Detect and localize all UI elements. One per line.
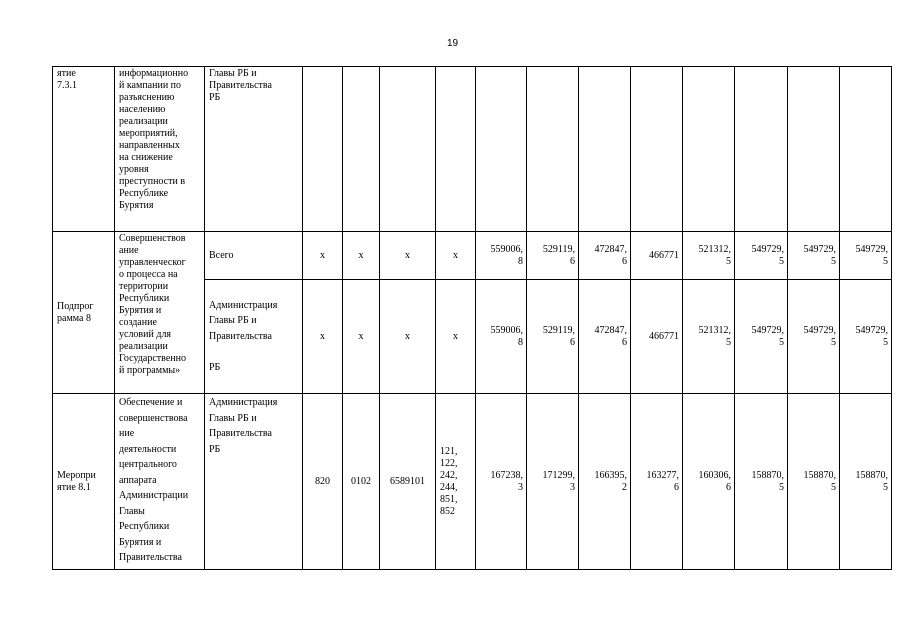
value-cell: 549729, 5 [788, 232, 840, 280]
empty-cell [683, 67, 735, 232]
code-cell: х [436, 280, 476, 394]
value-cell: 167238, 3 [476, 394, 527, 570]
executor-cell: Администрация Главы РБ и Правительства РБ [205, 394, 303, 570]
empty-cell [631, 67, 683, 232]
executor-cell: Администрация Главы РБ и Правительства РБ [205, 280, 303, 394]
empty-cell [840, 67, 892, 232]
empty-cell [476, 67, 527, 232]
code-cell: 820 [303, 394, 343, 570]
value-cell: 521312, 5 [683, 280, 735, 394]
value-cell: 472847, 6 [579, 280, 631, 394]
empty-cell [735, 67, 788, 232]
value-cell: 472847, 6 [579, 232, 631, 280]
value-cell: 160306, 6 [683, 394, 735, 570]
program-name-cell: Совершенствов ание управленческог о процесса на территории Республики Бурятия и создание условий для реализации Государственно й программы» [115, 232, 205, 394]
program-name-cell: информационно й кампании по разъяснению населению реализации мероприятий, направленных на снижение уровня преступности в Республике Бурятия [115, 67, 205, 232]
value-cell: 549729, 5 [840, 280, 892, 394]
code-cell: х [303, 280, 343, 394]
value-cell: 521312, 5 [683, 232, 735, 280]
table-row [53, 67, 892, 232]
program-code-cell: Подпрог рамма 8 [53, 232, 115, 394]
executor-cell: Главы РБ и Правительства РБ [205, 67, 303, 232]
program-name-cell: Обеспечение и совершенствова ние деятельности центрального аппарата Администрации Главы Республики Бурятия и Правительства [115, 394, 205, 570]
value-cell: 549729, 5 [788, 280, 840, 394]
code-cell: 0102 [343, 394, 380, 570]
value-cell: 171299, 3 [527, 394, 579, 570]
empty-cell [343, 67, 380, 232]
code-cell: 6589101 [380, 394, 436, 570]
value-cell: 158870, 5 [788, 394, 840, 570]
code-cell: х [436, 232, 476, 280]
value-cell: 559006, 8 [476, 232, 527, 280]
empty-cell [436, 67, 476, 232]
value-cell: 158870, 5 [840, 394, 892, 570]
table-row [53, 394, 892, 570]
executor-cell: Всего [205, 232, 303, 280]
page-number: 19 [446, 38, 459, 49]
value-cell: 549729, 5 [840, 232, 892, 280]
value-cell: 549729, 5 [735, 280, 788, 394]
budget-table [52, 66, 892, 570]
empty-cell [380, 67, 436, 232]
program-code-cell: ятие 7.3.1 [53, 67, 115, 232]
kvr-cell: 121, 122, 242, 244, 851, 852 [436, 394, 476, 570]
empty-cell [788, 67, 840, 232]
empty-cell [579, 67, 631, 232]
value-cell: 166395, 2 [579, 394, 631, 570]
value-cell: 466771 [631, 232, 683, 280]
code-cell: х [380, 232, 436, 280]
value-cell: 163277, 6 [631, 394, 683, 570]
value-cell: 559006, 8 [476, 280, 527, 394]
code-cell: х [343, 232, 380, 280]
table-row [53, 232, 892, 280]
value-cell: 158870, 5 [735, 394, 788, 570]
value-cell: 529119, 6 [527, 280, 579, 394]
code-cell: х [303, 232, 343, 280]
program-code-cell: Меропри ятие 8.1 [53, 394, 115, 570]
value-cell: 549729, 5 [735, 232, 788, 280]
empty-cell [527, 67, 579, 232]
value-cell: 466771 [631, 280, 683, 394]
code-cell: х [380, 280, 436, 394]
value-cell: 529119, 6 [527, 232, 579, 280]
empty-cell [303, 67, 343, 232]
code-cell: х [343, 280, 380, 394]
